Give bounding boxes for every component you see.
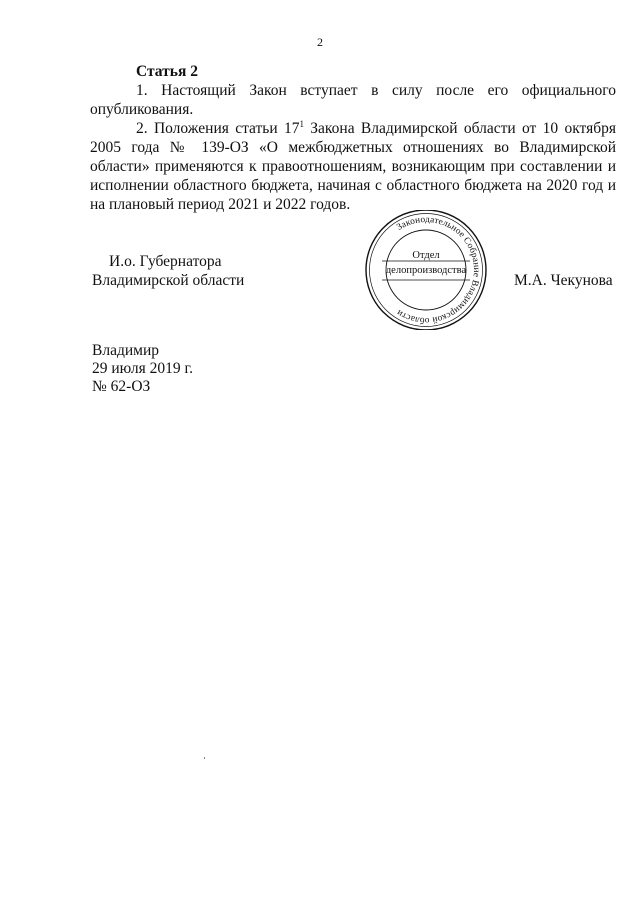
city: Владимир [92, 342, 159, 359]
article-section [90, 62, 616, 214]
article-number-superscript: 1 [299, 118, 304, 129]
signer-name: М.А. Чекунова [514, 272, 613, 289]
official-stamp [356, 210, 496, 330]
stamp-center-line-2: делопроизводства [385, 265, 467, 276]
date: 29 июля 2019 г. [92, 360, 193, 377]
signer-title [92, 252, 244, 290]
article-paragraph-1: 1. Настоящий Закон вступает в силу после его официального опубликования. [90, 82, 616, 118]
article-title: Статья 2 [136, 63, 198, 80]
stamp-ring-text: Законодательное Собрание Владимирской области [395, 214, 482, 326]
stamp-center-line-1: Отдел [412, 250, 440, 261]
signer-title-line-1: И.о. Губернатора [109, 253, 222, 270]
page-number: 2 [317, 35, 323, 49]
article-paragraph-2-rest: Закона Владимирской области от 10 октября 2005 года № 139-ОЗ «О межбюджетных отношениях во Владимирской области» применяются к правоотношениям, возникающим при составлении и исполнении областного бюджета, начиная с областного бюджета на 2020 год и на плановый период 2021 и 2022 годов. [90, 120, 616, 213]
signer-title-line-2: Владимирской области [92, 272, 245, 289]
law-number: № 62-ОЗ [92, 378, 151, 395]
article-paragraph-2-start: 2. Положения статьи 17 [136, 120, 300, 137]
scan-dot [204, 757, 205, 759]
place-and-date [92, 342, 193, 396]
article-paragraph-2 [90, 119, 616, 214]
